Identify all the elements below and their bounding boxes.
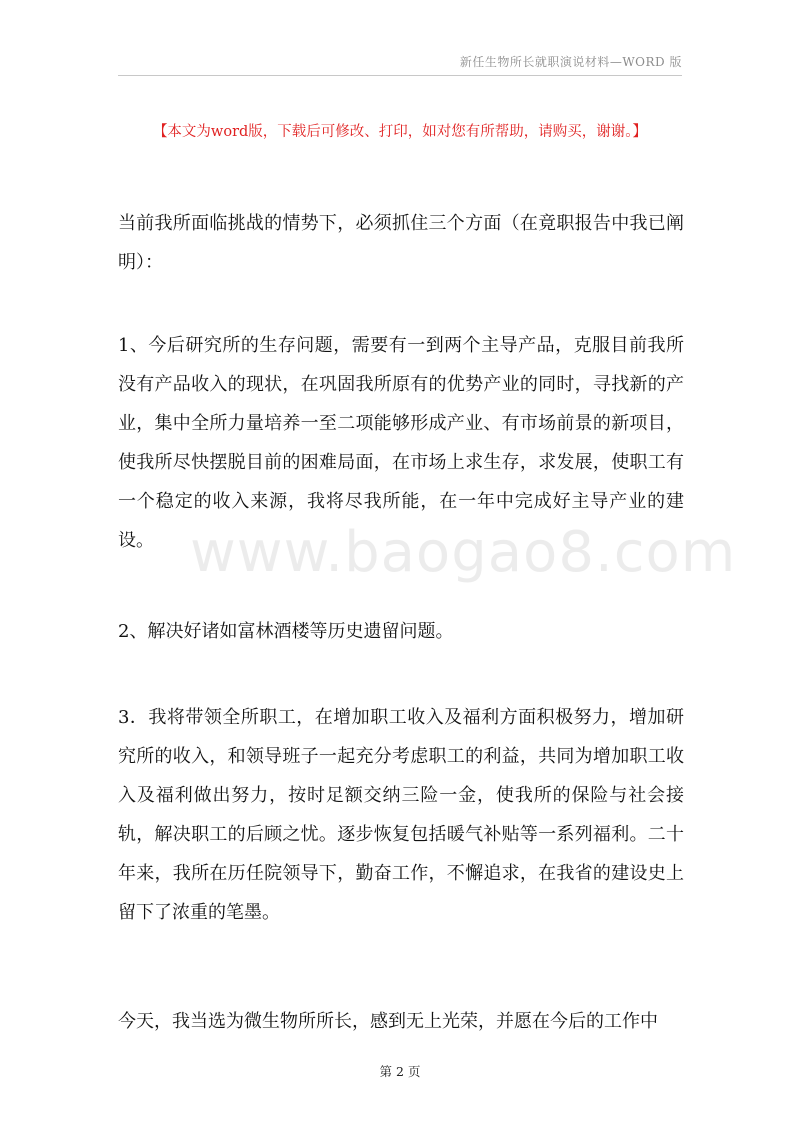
purchase-notice: 【本文为word版，下载后可修改、打印，如对您有所帮助，请购买，谢谢。】 bbox=[152, 124, 648, 140]
paragraph-point-1: 1、今后研究所的生存问题，需要有一到两个主导产品，克服目前我所没有产品收入的现状，在巩固我所原有的优势产业的同时，寻找新的产业，集中全所力量培养一至二项能够形成产业、有市场前景的新项目，使我所尽快摆脱目前的困难局面，在市场上求生存，求发展，使职工有一个稳定的收入来源，我将尽我所能，在一年中完成好主导产业的建设。 bbox=[118, 335, 684, 551]
page-number: 第 2 页 bbox=[379, 1064, 421, 1079]
running-header: 新任生物所长就职演说材料—WORD 版 bbox=[459, 55, 682, 69]
paragraph-intro: 当前我所面临挑战的情势下，必须抓住三个方面（在竟职报告中我已阐明）： bbox=[118, 213, 684, 273]
header-divider bbox=[118, 75, 682, 76]
site-watermark: www.baogao8.com bbox=[190, 520, 737, 585]
paragraph-point-3: 3．我将带领全所职工，在增加职工收入及福利方面积极努力，增加研究所的收入，和领导班子一起充分考虑职工的利益，共同为增加职工收入及福利做出努力，按时足额交纳三险一金，使我所的保险与社会接轨，解决职工的后顾之忧。逐步恢复包括暖气补贴等一系列福利。二十年来，我所在历任院领导下，勤奋工作，不懈追求，在我省的建设史上留下了浓重的笔墨。 bbox=[118, 707, 684, 923]
paragraph-point-2: 2、解决好诸如富林酒楼等历史遗留问题。 bbox=[118, 621, 454, 642]
paragraph-closing: 今天，我当选为微生物所所长，感到无上光荣，并愿在今后的工作中 bbox=[118, 1011, 658, 1032]
